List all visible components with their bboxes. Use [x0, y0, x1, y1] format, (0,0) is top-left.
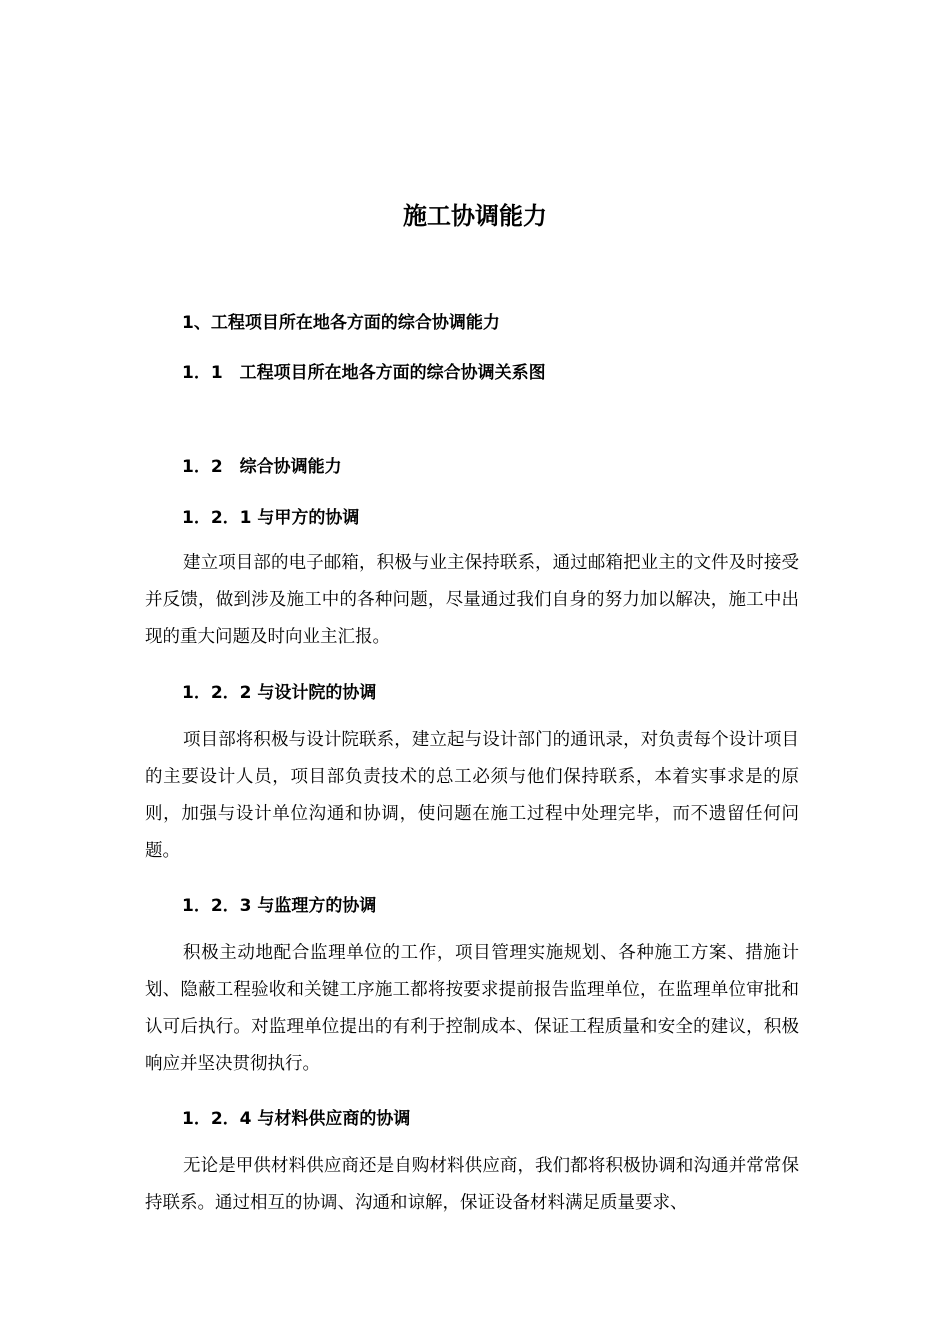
- section-body-1-2-3: 积极主动地配合监理单位的工作，项目管理实施规划、各种施工方案、措施计划、隐蔽工程验收和关键工序施工都将按要求提前报告监理单位，在监理单位审批和认可后执行。对监理单位提出的有利于控制成本、保证工程质量和安全的建议，积极响应并坚决贯彻执行。: [145, 943, 799, 1074]
- heading-1: 1、工程项目所在地各方面的综合协调能力: [182, 313, 500, 333]
- section-heading-1-2-1: 1．2．1 与甲方的协调: [182, 508, 360, 528]
- heading-1-1: 1．1 工程项目所在地各方面的综合协调关系图: [182, 363, 546, 383]
- document-title: 施工协调能力: [403, 202, 547, 230]
- section-heading-1-2-2: 1．2．2 与设计院的协调: [182, 683, 377, 703]
- section-body-1-2-1: 建立项目部的电子邮箱，积极与业主保持联系，通过邮箱把业主的文件及时接受并反馈，做到涉及施工中的各种问题，尽量通过我们自身的努力加以解决，施工中出现的重大问题及时向业主汇报。: [145, 553, 799, 647]
- section-body-1-2-2: 项目部将积极与设计院联系，建立起与设计部门的通讯录，对负责每个设计项目的主要设计人员，项目部负责技术的总工必须与他们保持联系，本着实事求是的原则，加强与设计单位沟通和协调，使问题在施工过程中处理完毕，而不遗留任何问题。: [145, 730, 799, 861]
- section-heading-1-2-4: 1．2．4 与材料供应商的协调: [182, 1109, 411, 1129]
- heading-1-2: 1．2 综合协调能力: [182, 457, 342, 477]
- section-heading-1-2-3: 1．2．3 与监理方的协调: [182, 896, 377, 916]
- section-body-1-2-4: 无论是甲供材料供应商还是自购材料供应商，我们都将积极协调和沟通并常常保持联系。通过相互的协调、沟通和谅解，保证设备材料满足质量要求、: [145, 1156, 799, 1213]
